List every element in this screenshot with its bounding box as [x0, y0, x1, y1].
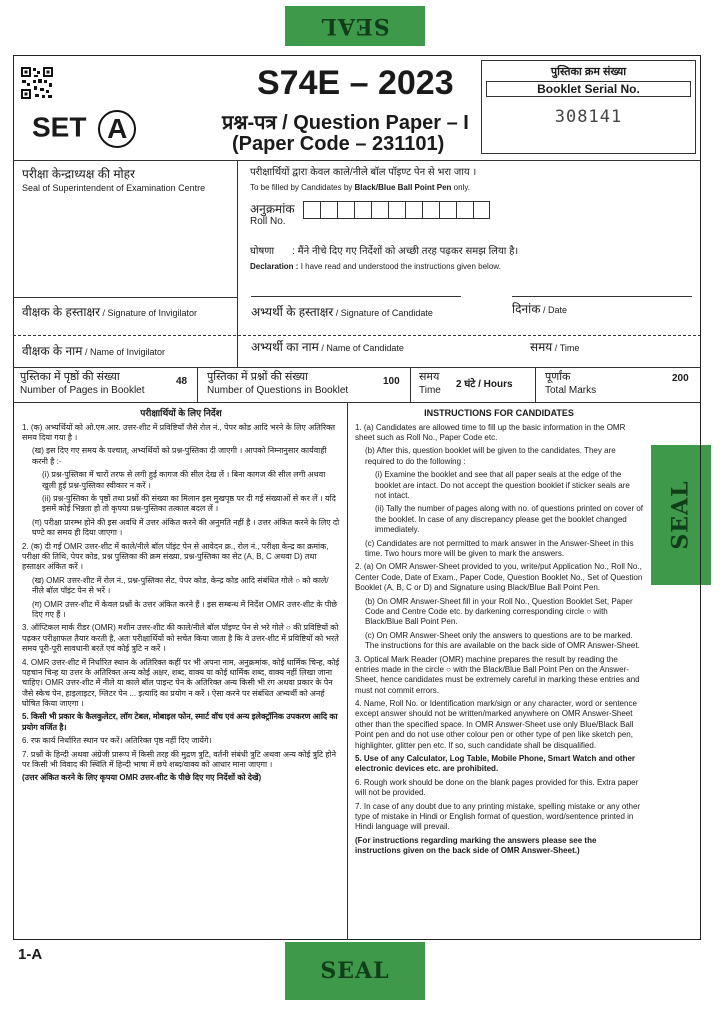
questions-label-hi: पुस्तिका में प्रश्नों की संख्या: [207, 371, 309, 383]
seal-sticker-bottom: SEAL: [285, 942, 425, 1000]
marks-value: 200: [672, 373, 689, 384]
paper-code-heading: S74E – 2023: [257, 64, 454, 102]
qr-code-icon: [20, 66, 54, 100]
pages-label-en: Number of Pages in Booklet: [20, 385, 145, 396]
set-letter-circle: A: [98, 110, 136, 148]
fill-instruction-hi: परीक्षार्थियों द्वारा केवल काले/नीले बॉल पॉइण्ट पेन से भरा जाय ।: [250, 167, 477, 178]
declaration-hi: घोषणा : मैंने नीचे दिए गए निर्देशों को अच्छी तरह पढ़कर समझ लिया है।: [250, 246, 519, 257]
booklet-serial-box: पुस्तिका क्रम संख्या Booklet Serial No. 308141: [481, 60, 696, 154]
marks-label-en: Total Marks: [545, 385, 597, 396]
questions-label-en: Number of Questions in Booklet: [207, 385, 349, 396]
date-label: दिनांक / Date: [512, 302, 567, 316]
roll-label-hi: अनुक्रमांक: [250, 202, 295, 216]
time-value: 2 घंटे / Hours: [456, 379, 513, 390]
superintendent-seal-label-hi: परीक्षा केन्द्राध्यक्ष की मोहर: [22, 167, 135, 181]
instructions-english: INSTRUCTIONS FOR CANDIDATES 1. (a) Candidates are allowed time to fill up the basic information in the OMR sheet such as Roll No., Paper Code etc. (b) After this, question booklet will be given to the candidates. They are required to do the following : (i) Examine the booklet and see that all paper seals at the edge of the booklet are intact. Do not accept the question booklet if sticker seals are not intact. (ii) Tally the number of pages along with no. of questions printed on cover of the booklet. In case of any discrepancy please get the booklet changed immediately. (c) Candidates are not permitted to mark answer in the Answer-Sheet in this time. Two hours more will be given to mark the answers. 2. (a) On OMR Answer-Sheet provided to you, write/put Application No., Roll No., Center Code, Date of Exam., Paper Code, Question Booklet No., Set of Question Booklet (A, B, C or D) and Signature using Black/Blue Ball Point Pen. (b) On OMR Answer-Sheet fill in your Roll No., Question Booklet Set, Paper Code and Centre Code etc. by darkening corresponding circle ○ with Black/Blue Ball Point Pen. (c) On OMR Answer-Sheet only the answers to questions are to be marked. The instructions for this are available on the back side of OMR Answer-Sheet. 3. Optical Mark Reader (OMR) machine prepares the result by reading the entries made in the circle ○ with the Black/Blue Ball Point Pen on the Answer-Sheet, hence candidates must be extremely careful in marking these entries and must not commit errors. 4. Name, Roll No. or Identification mark/sign or any character, word or sentence except answer should not be written/marked anywhere on OMR Answer-Sheet other than the specified space. In OMR Answer-Sheet use only Blue/Black Ball Point pen and do not use other colour pen or other type of pen like sketch pen, highlighter, glitter pen etc. If so, such candidate shall be disqualified. 5. Use of any Calculator, Log Table, Mobile Phone, Smart Watch and other electronic devices etc. are prohibited. 6. Rough work should be done on the blank pages provided for this. Extra paper will not be provided. 7. In case of any doubt due to any printing mistake, spelling mistake or any other type of mistake in Hindi or English format of question, word/sentence printed in Hindi language will prevail. (For instructions regarding marking the answers please see the instructions given on the back side of OMR Answer-Sheet.): [355, 408, 644, 856]
superintendent-seal-label-en: Seal of Superintendent of Examination Centre: [22, 183, 206, 193]
invigilator-name-label: वीक्षक के नाम / Name of Invigilator: [22, 344, 165, 358]
declaration-en: Declaration : I have read and understood the instructions given below.: [250, 262, 501, 271]
candidate-name-label: अभ्यर्थी का नाम / Name of Candidate: [251, 340, 404, 354]
instructions-hindi: परीक्षार्थियों के लिए निर्देश 1. (क) अभ्यर्थियों को ओ.एम.आर. उत्तर-शीट में प्रविष्टियाँ जैसे रोल नं., पेपर कोड आदि भरने के लिए अतिरिक्त समय दिया गया है । (ख) इस दिए गए समय के पश्चात्, अभ्यर्थियों को प्रश्न-पुस्तिका दी जाएगी । आपको निम्नानुसार कार्यवाही करनी है :- (i) प्रश्न-पुस्तिका में चारों तरफ से लगी हुई कागज की सील देख लें । बिना कागज की सील लगी अथवा खुली हुई प्रश्न-पुस्तिका स्वीकार न करें । (ii) प्रश्न-पुस्तिका के पृष्ठों तथा प्रश्नों की संख्या का मिलान इस मुखपृष्ठ पर दी गई संख्याओं से कर लें । यदि इसमें कोई भिन्नता हो तो कृपया प्रश्न-पुस्तिका तत्काल बदल लें । (ग) परीक्षा प्रारम्भ होने की इस अवधि में उत्तर अंकित करने की अनुमति नहीं है । उत्तर अंकित करने के लिए दो घण्टे का समय ही दिया जाएगा । 2. (क) दी गई OMR उत्तर-शीट में काले/नीले बॉल पॉइंट पेन से आवेदन क्र., रोल नं., परीक्षा केन्द्र का क्रमांक, परीक्षा की तिथि, पेपर कोड, प्रश्न पुस्तिका की क्रम संख्या, प्रश्न-पुस्तिका का सेट (A, B, C अथवा D) तथा हस्ताक्षर अंकित करें । (ख) OMR उत्तर-शीट में रोल नं., प्रश्न-पुस्तिका सेट, पेपर कोड, केन्द्र कोड आदि संबंधित गोले ○ को काले/नीले बॉल पॉइंट पेन से भरें । (ग) OMR उत्तर-शीट में केवल प्रश्नों के उत्तर अंकित करने हैं । इस सम्बन्ध में निर्देश OMR उत्तर-शीट के पीछे दिए गए हैं । 3. ऑप्टिकल मार्क रीडर (OMR) मशीन उत्तर-शीट की काले/नीले बॉल पॉइण्ट पेन से भरे गोले ○ की प्रविष्टियों को पढ़कर परीक्षाफल तैयार करती है, अतः परीक्षार्थियों को सचेत किया जाता है कि वे उत्तर-शीट में प्रविष्टियों को भरते समय पूरी-पूरी सावधानी बरतें एवं कोई त्रुटि न करें । 4. OMR उत्तर-शीट में निर्धारित स्थान के अतिरिक्त कहीं पर भी अपना नाम, अनुक्रमांक, कोई धार्मिक चिन्ह, कोई पहचान चिन्ह या उत्तर के अतिरिक्त अन्य कोई अक्षर, शब्द, वाक्य या कोई धार्मिक शब्द, वाक्य नहीं लिखा जाना चाहिए। OMR उत्तर-शीट में नीले या काले बॉल पाइन्ट पेन के अतिरिक्त अन्य किसी भी रंग अथवा प्रकार के पेन जैसे स्केच पेन, हाइलाइटर, ग्लिटर पेन ... इत्यादि का प्रयोग न करें । ऐसा करने पर संबंधित अभ्यर्थी को अनर्ह घोषित किया जाएगा । 5. किसी भी प्रकार के कैलकुलेटर, लॉग टेबल, मोबाइल फोन, स्मार्ट वॉच एवं अन्य इलेक्ट्रॉनिक उपकरण आदि का प्रयोग वर्जित है। 6. रफ कार्य निर्धारित स्थान पर करें। अतिरिक्त पृष्ठ नहीं दिए जायेंगे। 7. प्रश्नों के हिन्दी अथवा अंग्रेजी प्रारूप में किसी तरह की मुद्रण त्रुटि, वर्तनी संबंधी त्रुटि अथवा अन्य कोई त्रुटि होने पर किसी भी विवाद की स्थिति में हिन्दी भाषा में छपे शब्द/वाक्य को आधार माना जाएगा । (उत्तर अंकित करने के लिए कृपया OMR उत्तर-शीट के पीछे दिए गए निर्देशों को देखें): [22, 408, 340, 783]
marks-label-hi: पूर्णांक: [545, 371, 571, 383]
paper-code: (Paper Code – 231101): [232, 133, 445, 155]
time-label: समय / Time: [530, 340, 580, 354]
booklet-serial-number: 308141: [554, 107, 623, 127]
roll-number-boxes[interactable]: [303, 201, 490, 219]
seal-sticker-right: SEAL: [651, 445, 711, 585]
pages-value: 48: [176, 376, 188, 387]
seal-sticker-top: SEAL: [285, 6, 425, 46]
page-number: 1-A: [18, 946, 43, 963]
time-label-en: Time: [419, 385, 441, 396]
pages-label-hi: पुस्तिका में पृष्ठों की संख्या: [20, 371, 120, 383]
fill-instruction-en: To be filled by Candidates by Black/Blue Ball Point Pen only.: [250, 183, 470, 192]
candidate-signature-label: अभ्यर्थी के हस्ताक्षर / Signature of Candidate: [251, 305, 433, 319]
questions-value: 100: [383, 376, 400, 387]
time-label-hi: समय: [419, 371, 440, 383]
roll-label-en: Roll No.: [250, 216, 286, 227]
paper-title: प्रश्न-पत्र / Question Paper – I: [222, 112, 469, 134]
set-label: SET A: [32, 110, 136, 148]
invigilator-signature-label: वीक्षक के हस्ताक्षर / Signature of Invigilator: [22, 305, 198, 319]
